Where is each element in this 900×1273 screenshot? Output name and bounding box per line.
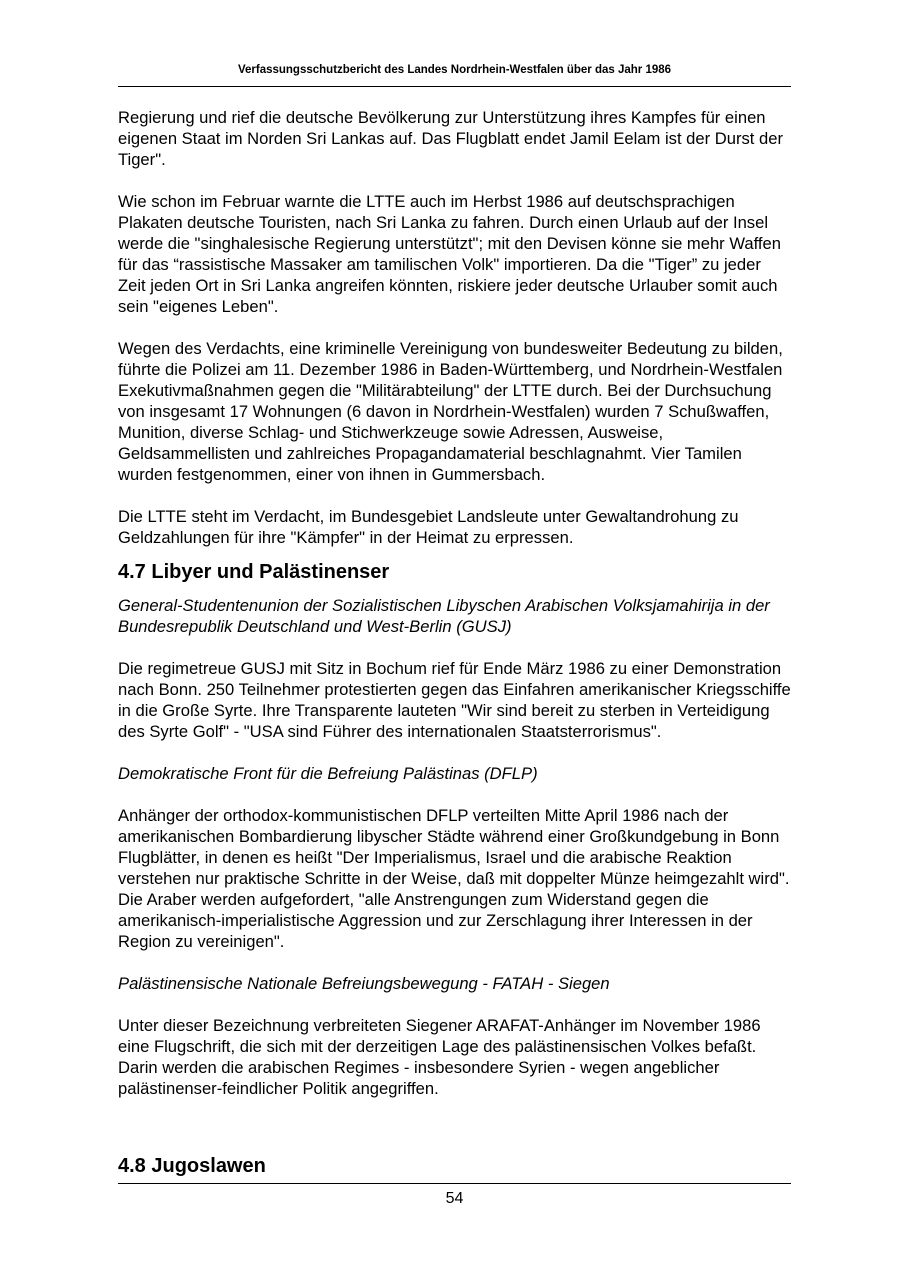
running-header: Verfassungsschutzbericht des Landes Nordrhein-Westfalen über das Jahr 1986 xyxy=(237,64,672,76)
footer-rule xyxy=(118,1183,791,1184)
page-number: 54 xyxy=(445,1190,464,1207)
section-heading: 4.8 Jugoslawen xyxy=(118,1155,266,1177)
section-heading: 4.7 Libyer und Palästinenser xyxy=(118,561,390,583)
subheading-fatah: Palästinensische Nationale Befreiungsbewegung - FATAH - Siegen xyxy=(118,974,610,993)
paragraph: Unter dieser Bezeichnung verbreiteten Siegener ARAFAT-Anhänger im November 1986 eine Flugschrift, die sich mit der derzeitigen Lage des palästinensischen Volkes befaßt. Darin werden die arabischen Regimes - insbesondere Syrien - wegen angeblicher palästinenser-feindlicher Politik angegriffen. xyxy=(118,1016,761,1098)
paragraph: Regierung und rief die deutsche Bevölkerung zur Unterstützung ihres Kampfes für einen eigenen Staat im Norden Sri Lankas auf. Das Flugblatt endet Jamil Eelam ist der Durst der Tiger". xyxy=(118,108,783,169)
page-body xyxy=(118,107,791,1099)
paragraph: Die LTTE steht im Verdacht, im Bundesgebiet Landsleute unter Gewaltandrohung zu Geldzahlungen für ihre "Kämpfer" in der Heimat zu erpressen. xyxy=(118,507,739,547)
header-rule xyxy=(118,86,791,87)
subheading-dflp: Demokratische Front für die Befreiung Palästinas (DFLP) xyxy=(118,764,538,783)
subheading-gusj: General-Studentenunion der Sozialistischen Libyschen Arabischen Volksjamahirija in der Bundesrepublik Deutschland und West-Berlin (GUSJ) xyxy=(118,596,770,636)
paragraph: Anhänger der orthodox-kommunistischen DFLP verteilten Mitte April 1986 nach der amerikanischen Bombardierung libyscher Städte während einer Großkundgebung in Bonn Flugblätter, in denen es heißt "Der Imperialismus, Israel und die arabische Reaktion verstehen nur praktische Schritte in der Weise, daß mit doppelter Münze heimgezahlt wird". Die Araber werden aufgefordert, "alle Anstrengungen zum Widerstand gegen die amerikanisch-imperialistische Aggression und zur Zerschlagung ihrer Interessen in der Region zu vereinigen". xyxy=(118,806,790,951)
paragraph: Die regimetreue GUSJ mit Sitz in Bochum rief für Ende März 1986 zu einer Demonstration nach Bonn. 250 Teilnehmer protestierten gegen das Einfahren amerikanischer Kriegsschiffe in die Große Syrte. Ihre Transparente lauteten "Wir sind bereit zu sterben in Verteidigung des Syrte Golf" - "USA sind Führer des internationalen Staatsterrorismus". xyxy=(118,659,791,741)
paragraph: Wie schon im Februar warnte die LTTE auch im Herbst 1986 auf deutschsprachigen Plakaten deutsche Touristen, nach Sri Lanka zu fahren. Durch einen Urlaub auf der Insel werde die "singhalesische Regierung unterstützt"; mit den Devisen könne sie mehr Waffen für das “rassistische Massaker am tamilischen Volk" importieren. Da die "Tiger” zu jeder Zeit jeden Ort in Sri Lanka angreifen könnten, riskiere jeder deutsche Urlauber somit auch sein "eigenes Leben". xyxy=(118,192,781,316)
paragraph: Wegen des Verdachts, eine kriminelle Vereinigung von bundesweiter Bedeutung zu bilden, führte die Polizei am 11. Dezember 1986 in Baden-Württemberg, und Nordrhein-Westfalen Exekutivmaßnahmen gegen die "Militärabteilung" der LTTE durch. Bei der Durchsuchung von insgesamt 17 Wohnungen (6 davon in Nordrhein-Westfalen) wurden 7 Schußwaffen, Munition, diverse Schlag- und Stichwerkzeuge sowie Adressen, Ausweise, Geldsammellisten und zahlreiches Propagandamaterial beschlagnahmt. Vier Tamilen wurden festgenommen, einer von ihnen in Gummersbach. xyxy=(118,339,783,484)
